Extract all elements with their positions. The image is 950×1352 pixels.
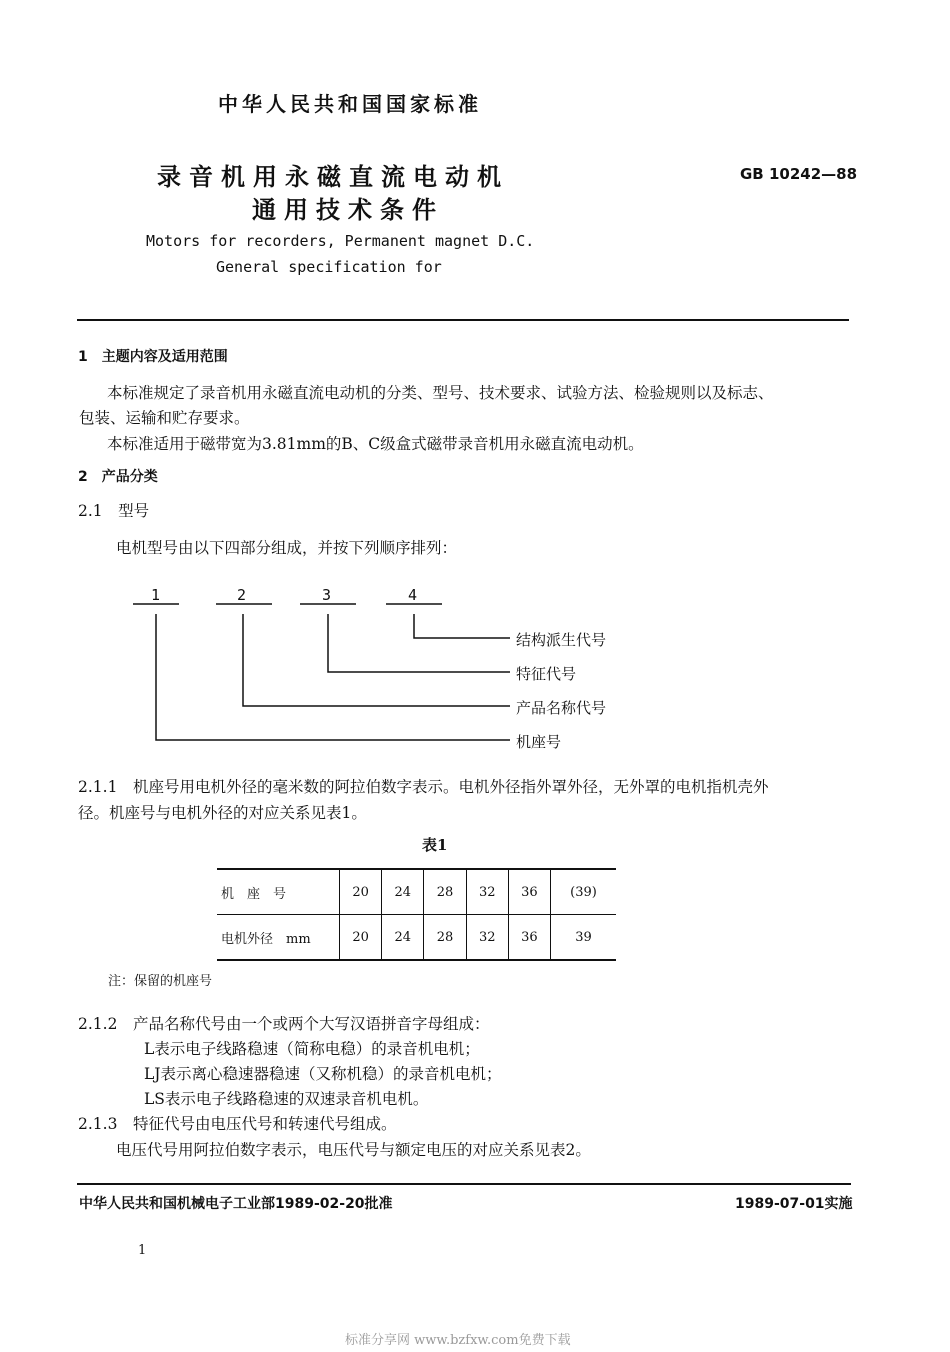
section-2-1-1-line-2: 径。机座号与电机外径的对应关系见表1。 xyxy=(78,804,367,822)
english-title-line1: Motors for recorders, Permanent magnet D.C. xyxy=(146,232,535,250)
label-feature-code: 特征代号 xyxy=(516,665,577,683)
connector-4 xyxy=(414,614,510,638)
table-row xyxy=(217,915,616,961)
section-2-1-heading: 2.1 型号 xyxy=(78,502,150,520)
label-frame-number: 机座号 xyxy=(516,733,562,751)
section-2-1-2-line-2: L表示电子线路稳速（简称电稳）的录音机电机； xyxy=(144,1040,480,1058)
section-2-1-1-line-1: 2.1.1 机座号用电机外径的毫米数的阿拉伯数字表示。电机外径指外罩外径，无外罩的电机指机壳外 xyxy=(78,778,769,796)
connector-2 xyxy=(243,614,510,706)
table-1-caption: 表1 xyxy=(422,836,448,854)
footer-divider xyxy=(77,1183,851,1185)
digit-2: 2 xyxy=(237,586,247,604)
section-2-1-2-line-4: LS表示电子线路稳速的双速录音机电机。 xyxy=(144,1090,429,1108)
table-cell: 36 xyxy=(508,869,550,915)
table-row xyxy=(217,869,616,915)
table-cell: (39) xyxy=(551,869,616,915)
document-title-line1: 录音机用永磁直流电动机 xyxy=(157,163,509,191)
page-number: 1 xyxy=(138,1243,147,1258)
table-cell: 28 xyxy=(424,869,466,915)
section-1-paragraph-1-line-1: 本标准规定了录音机用永磁直流电动机的分类、型号、技术要求、试验方法、检验规则以及标志、 xyxy=(107,384,774,402)
label-structure-derivative-code: 结构派生代号 xyxy=(516,631,607,649)
section-2-1-2-line-1: 2.1.2 产品名称代号由一个或两个大写汉语拼音字母组成： xyxy=(78,1015,490,1033)
section-1-paragraph-2: 本标准适用于磁带宽为3.81mm的B、C级盒式磁带录音机用永磁直流电动机。 xyxy=(107,435,644,453)
english-title-line2: General specification for xyxy=(216,258,442,276)
label-product-name-code: 产品名称代号 xyxy=(516,699,607,717)
table-cell: 20 xyxy=(340,915,382,961)
effective-date: 1989-07-01实施 xyxy=(735,1196,853,1212)
section-2-1-2-line-3: LJ表示离心稳速器稳速（又称机稳）的录音机电机； xyxy=(144,1065,502,1083)
table-cell: 39 xyxy=(551,915,616,961)
national-standard-heading: 中华人民共和国国家标准 xyxy=(218,92,482,116)
digit-1: 1 xyxy=(151,586,161,604)
table-cell: 32 xyxy=(466,915,508,961)
table-cell: 32 xyxy=(466,869,508,915)
table-cell: 36 xyxy=(508,915,550,961)
section-2-1-intro: 电机型号由以下四部分组成，并按下列顺序排列： xyxy=(116,539,458,557)
table-cell: 28 xyxy=(424,915,466,961)
approval-line: 中华人民共和国机械电子工业部1989-02-20批准 xyxy=(79,1196,393,1212)
document-title-line2: 通用技术条件 xyxy=(252,196,444,224)
table-cell: 20 xyxy=(340,869,382,915)
section-1-paragraph-1-line-2: 包装、运输和贮存要求。 xyxy=(79,409,250,427)
table-1 xyxy=(217,868,616,961)
table-cell: 24 xyxy=(382,915,424,961)
standard-number: GB 10242—88 xyxy=(740,165,858,183)
table-1-note: 注：保留的机座号 xyxy=(108,974,213,989)
section-2-1-3-line-2: 电压代号用阿拉伯数字表示，电压代号与额定电压的对应关系见表2。 xyxy=(116,1141,591,1159)
section-1-heading: 1 主题内容及适用范围 xyxy=(78,349,228,365)
digit-4: 4 xyxy=(408,586,418,604)
digit-3: 3 xyxy=(322,586,332,604)
section-2-heading: 2 产品分类 xyxy=(78,469,158,485)
section-2-1-3-line-1: 2.1.3 特征代号由电压代号和转速代号组成。 xyxy=(78,1115,397,1133)
connector-3 xyxy=(328,614,510,672)
watermark: 标准分享网 www.bzfxw.com免费下载 xyxy=(345,1333,571,1348)
connector-1 xyxy=(156,614,510,740)
table-cell: 24 xyxy=(382,869,424,915)
table-row-header: 机 座 号 xyxy=(217,869,340,915)
table-row-header: 电机外径 mm xyxy=(217,915,340,961)
